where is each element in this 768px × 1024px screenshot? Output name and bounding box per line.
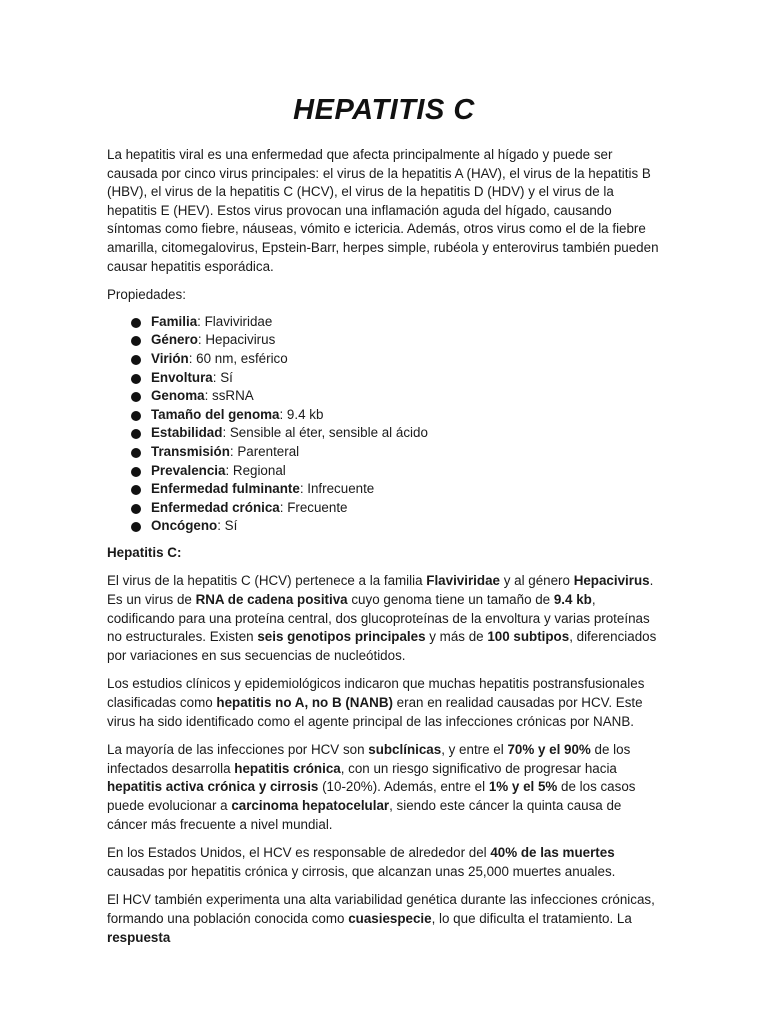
text-run: La mayoría de las infecciones por HCV son bbox=[107, 742, 369, 758]
text-run: En los Estados Unidos, el HCV es responsable de alrededor del bbox=[107, 845, 491, 861]
property-name: Genoma bbox=[151, 388, 205, 404]
property-item bbox=[131, 462, 663, 481]
text-run: , con un riesgo significativo de progresar hacia bbox=[340, 760, 617, 776]
text-run: y al género bbox=[499, 573, 574, 589]
body-paragraph bbox=[107, 844, 663, 881]
bold-term: RNA de cadena positiva bbox=[195, 592, 348, 608]
property-name: Estabilidad bbox=[151, 425, 223, 441]
text-run: El HCV también experimenta una alta variabilidad genética durante las infecciones crónicas, formando una población conocida como bbox=[107, 892, 655, 926]
property-name: Oncógeno bbox=[151, 518, 218, 534]
text-run: , diferenciados por variaciones en sus secuencias de nucleótidos. bbox=[107, 629, 657, 663]
bullet-icon bbox=[131, 522, 141, 532]
text-run: , codificando para una proteína central, dos glucoproteínas de la envoltura y varias proteínas no estructurales. Existen bbox=[107, 592, 650, 645]
body-paragraph bbox=[107, 675, 663, 731]
text-run: , lo que dificulta el tratamiento. La bbox=[431, 910, 632, 926]
text-run: y más de bbox=[425, 629, 488, 645]
intro-paragraph: La hepatitis viral es una enfermedad que afecta principalmente al hígado y puede ser causada por cinco virus principales: el virus de la hepatitis A (HAV), el virus de la hepatitis B (HBV), el virus de la hepatitis C (HCV), el virus de la hepatitis D (HDV) y el virus de la hepatitis E (HEV). Estos virus provocan una inflamación aguda del hígado, causando síntomas como fiebre, náuseas, vómito e ictericia. Además, otros virus como el de la fiebre amarilla, citomegalovirus, Epstein-Barr, herpes simple, rubéola y enterovirus también pueden causar hepatitis esporádica. bbox=[107, 147, 659, 274]
properties-label: Propiedades: bbox=[107, 287, 186, 303]
bullet-icon bbox=[131, 355, 141, 365]
bullet-icon bbox=[131, 392, 141, 402]
section-heading: Hepatitis C: bbox=[107, 544, 182, 560]
text-run: de los casos puede evolucionar a bbox=[107, 779, 636, 813]
property-item bbox=[131, 406, 663, 425]
property-value: : Sí bbox=[212, 369, 233, 385]
bold-term: 1% y el 5% bbox=[488, 779, 558, 795]
property-item bbox=[131, 480, 663, 499]
body-paragraph bbox=[107, 891, 663, 947]
property-name: Envoltura bbox=[151, 369, 213, 385]
section-paragraphs bbox=[107, 572, 663, 947]
bold-term: cuasiespecie bbox=[348, 910, 432, 926]
body-paragraph bbox=[107, 572, 663, 665]
property-value: : Flaviviridae bbox=[197, 313, 273, 329]
property-item bbox=[131, 517, 663, 536]
bullet-icon bbox=[131, 336, 141, 346]
property-name: Familia bbox=[151, 313, 198, 329]
property-value: : Sensible al éter, sensible al ácido bbox=[222, 425, 428, 441]
bullet-icon bbox=[131, 429, 141, 439]
property-item bbox=[131, 313, 663, 332]
property-item bbox=[131, 424, 663, 443]
bullet-icon bbox=[131, 485, 141, 495]
bold-term: carcinoma hepatocelular bbox=[231, 798, 390, 813]
bullet-icon bbox=[131, 411, 141, 421]
property-value: : Regional bbox=[225, 462, 286, 478]
property-item bbox=[131, 387, 663, 406]
property-name: Transmisión bbox=[151, 443, 230, 459]
bold-term: Flaviviridae bbox=[426, 573, 500, 589]
property-item bbox=[131, 331, 663, 350]
bullet-icon bbox=[131, 467, 141, 477]
text-run: cuyo genoma tiene un tamaño de bbox=[347, 592, 554, 608]
text-run: . Es un virus de bbox=[107, 573, 654, 608]
bullet-icon bbox=[131, 504, 141, 514]
bold-term: respuesta bbox=[107, 929, 171, 945]
property-value: : Infrecuente bbox=[299, 481, 375, 497]
text-run: causadas por hepatitis crónica y cirrosis, que alcanzan unas 25,000 muertes anuales. bbox=[107, 863, 616, 879]
bold-term: 9.4 kb bbox=[553, 592, 592, 608]
property-value: : 60 nm, esférico bbox=[188, 350, 288, 366]
bold-term: 40% de las muertes bbox=[490, 845, 615, 861]
text-run: eran en realidad causadas por HCV. Este virus ha sido identificado como el agente principal de las infecciones crónicas por NANB. bbox=[107, 695, 643, 729]
property-value: : ssRNA bbox=[204, 388, 254, 404]
property-item bbox=[131, 443, 663, 462]
property-name: Virión bbox=[151, 350, 189, 366]
document-body bbox=[107, 146, 663, 957]
text-run: , y entre el bbox=[441, 742, 508, 758]
property-value: : Frecuente bbox=[279, 499, 348, 515]
property-item bbox=[131, 499, 663, 518]
bold-term: Hepacivirus bbox=[573, 573, 650, 589]
text-run: de los infectados desarrolla bbox=[107, 742, 631, 776]
property-name: Género bbox=[151, 332, 198, 348]
property-name: Enfermedad crónica bbox=[151, 499, 280, 515]
property-name: Enfermedad fulminante bbox=[151, 481, 300, 497]
bold-term: hepatitis no A, no B (NANB) bbox=[216, 695, 393, 711]
property-name: Tamaño del genoma bbox=[151, 406, 280, 422]
bold-term: hepatitis activa crónica y cirrosis bbox=[107, 779, 319, 795]
bold-term: seis genotipos principales bbox=[257, 629, 426, 645]
bold-term: 70% y el 90% bbox=[507, 742, 591, 758]
text-run: El virus de la hepatitis C (HCV) pertenece a la familia bbox=[107, 573, 427, 589]
properties-list bbox=[107, 313, 663, 536]
property-item bbox=[131, 369, 663, 388]
bold-term: hepatitis crónica bbox=[234, 760, 341, 776]
text-run: , siendo este cáncer la quinta causa de cáncer más frecuente a nivel mundial. bbox=[107, 798, 622, 832]
property-value: : Parenteral bbox=[229, 443, 300, 459]
bold-term: 100 subtipos bbox=[487, 629, 570, 645]
bullet-icon bbox=[131, 318, 141, 328]
property-value: : 9.4 kb bbox=[279, 406, 324, 422]
property-item bbox=[131, 350, 663, 369]
property-value: : Sí bbox=[217, 518, 238, 534]
text-run: Los estudios clínicos y epidemiológicos indicaron que muchas hepatitis postransfusionales clasificadas como bbox=[107, 676, 645, 711]
document-title: HEPATITIS C bbox=[293, 94, 475, 126]
body-paragraph bbox=[107, 741, 663, 834]
property-name: Prevalencia bbox=[151, 462, 226, 478]
property-value: : Hepacivirus bbox=[197, 332, 276, 348]
bullet-icon bbox=[131, 448, 141, 458]
bullet-icon bbox=[131, 374, 141, 384]
bold-term: subclínicas bbox=[368, 742, 442, 758]
text-run: (10-20%). Además, entre el bbox=[318, 779, 489, 795]
